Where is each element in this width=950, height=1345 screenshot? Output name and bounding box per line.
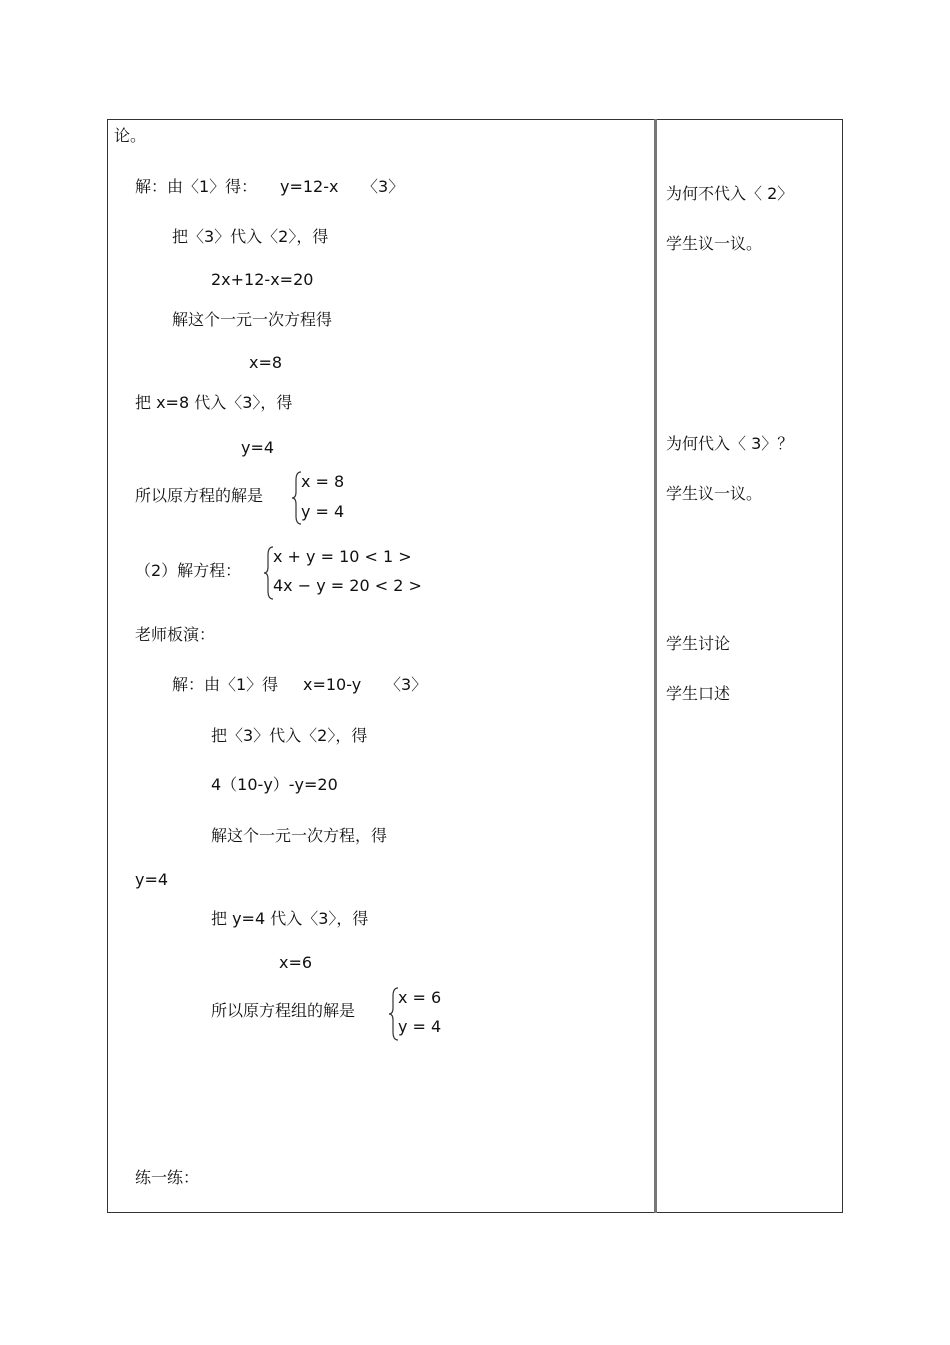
text-line: 老师板演：	[135, 625, 216, 644]
equation-system	[388, 986, 478, 1042]
equation: x=8	[249, 353, 283, 372]
text-line: 解：由〈1〉得	[172, 675, 279, 694]
note-line: 学生议一议。	[666, 484, 763, 503]
text-line: 把〈3〉代入〈2〉，得	[172, 227, 329, 246]
equation-row: 4x − y = 20 < 2 >	[273, 576, 422, 595]
equation: x=10-y	[303, 675, 362, 694]
column-divider	[654, 119, 657, 1213]
text-line: 所以原方程的解是	[135, 486, 264, 505]
text-line: 把〈3〉代入〈2〉，得	[211, 726, 368, 745]
text-line: 解这个一元一次方程，得	[211, 826, 388, 845]
note-line: 为何不代入〈 2〉	[666, 184, 794, 203]
equation: y=4	[241, 438, 275, 457]
equation-system	[291, 470, 381, 526]
equation: y=4	[135, 870, 169, 889]
equation-row: x = 8	[301, 472, 345, 491]
text-line: （2）解方程：	[135, 561, 242, 580]
note-line: 为何代入〈 3〉？	[666, 434, 794, 453]
text-line: 所以原方程组的解是	[211, 1001, 356, 1020]
equation-row: x = 6	[398, 988, 442, 1007]
text-line: 把 x=8 代入〈3〉，得	[135, 393, 293, 412]
text-line: 把 y=4 代入〈3〉，得	[211, 909, 369, 928]
note-line: 学生议一议。	[666, 234, 763, 253]
note-line: 学生讨论	[666, 634, 731, 653]
equation: 4（10-y）-y=20	[211, 775, 338, 794]
text-line: 练一练：	[135, 1168, 200, 1187]
equation-row: y = 4	[398, 1017, 442, 1036]
equation: y=12-x	[280, 177, 339, 196]
equation-row: y = 4	[301, 502, 345, 521]
note-line: 学生口述	[666, 684, 731, 703]
equation-system	[263, 545, 433, 601]
equation-row: x + y = 10 < 1 >	[273, 547, 412, 566]
equation-label: 〈3〉	[362, 177, 405, 196]
equation: x=6	[279, 953, 313, 972]
text-line: 解：由〈1〉得：	[135, 177, 258, 196]
equation-label: 〈3〉	[385, 675, 428, 694]
text-line: 论。	[114, 126, 147, 145]
equation: 2x+12-x=20	[211, 270, 314, 289]
text-line: 解这个一元一次方程得	[172, 310, 333, 329]
